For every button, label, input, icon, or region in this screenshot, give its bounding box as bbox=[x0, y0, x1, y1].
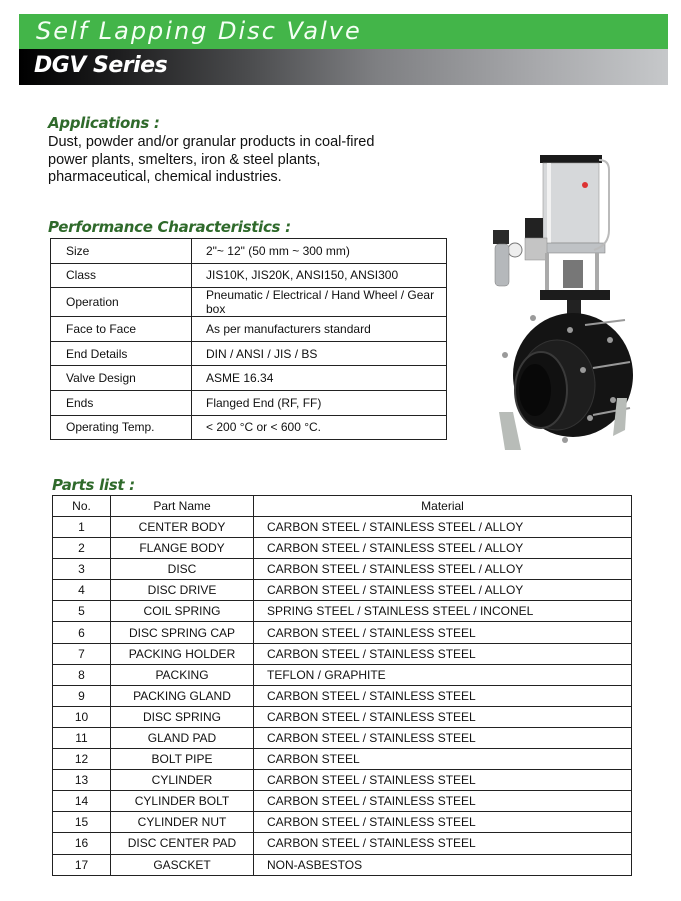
performance-key: Size bbox=[51, 239, 192, 264]
part-number: 16 bbox=[53, 833, 111, 854]
performance-value: As per manufacturers standard bbox=[192, 317, 447, 342]
part-number: 6 bbox=[53, 622, 111, 643]
table-row bbox=[53, 854, 632, 875]
table-row bbox=[53, 601, 632, 622]
column-header-part-name: Part Name bbox=[111, 496, 254, 517]
part-material: CARBON STEEL bbox=[254, 749, 632, 770]
column-header-material: Material bbox=[254, 496, 632, 517]
part-material: CARBON STEEL / STAINLESS STEEL bbox=[254, 770, 632, 791]
part-name: PACKING bbox=[111, 664, 254, 685]
applications-line: Dust, powder and/or granular products in coal-fired bbox=[48, 134, 375, 150]
performance-key: Ends bbox=[51, 390, 192, 415]
part-material: CARBON STEEL / STAINLESS STEEL bbox=[254, 727, 632, 748]
table-row bbox=[53, 791, 632, 812]
part-name: GLAND PAD bbox=[111, 727, 254, 748]
column-header-no: No. bbox=[53, 496, 111, 517]
performance-table bbox=[50, 238, 447, 440]
part-name: COIL SPRING bbox=[111, 601, 254, 622]
table-row bbox=[53, 538, 632, 559]
part-number: 1 bbox=[53, 517, 111, 538]
applications-heading: Applications : bbox=[48, 114, 160, 132]
performance-row bbox=[51, 366, 447, 391]
part-material: CARBON STEEL / STAINLESS STEEL bbox=[254, 791, 632, 812]
page-title: Self Lapping Disc Valve bbox=[36, 17, 362, 45]
yoke-plate bbox=[540, 290, 610, 300]
table-row bbox=[53, 559, 632, 580]
part-number: 7 bbox=[53, 643, 111, 664]
table-row bbox=[53, 643, 632, 664]
performance-value: Pneumatic / Electrical / Hand Wheel / Gear box bbox=[192, 288, 447, 317]
part-name: BOLT PIPE bbox=[111, 749, 254, 770]
part-number: 4 bbox=[53, 580, 111, 601]
part-name: FLANGE BODY bbox=[111, 538, 254, 559]
part-number: 8 bbox=[53, 664, 111, 685]
performance-value: DIN / ANSI / JIS / BS bbox=[192, 341, 447, 366]
pressure-gauge bbox=[508, 243, 522, 257]
actuator-top-cap bbox=[540, 155, 602, 163]
performance-row bbox=[51, 390, 447, 415]
performance-key: Class bbox=[51, 263, 192, 288]
performance-row bbox=[51, 317, 447, 342]
part-material: CARBON STEEL / STAINLESS STEEL bbox=[254, 833, 632, 854]
performance-key: Operation bbox=[51, 288, 192, 317]
part-name: GASCKET bbox=[111, 854, 254, 875]
valve-bore bbox=[519, 364, 551, 416]
title-banner bbox=[19, 14, 668, 49]
part-material: CARBON STEEL / STAINLESS STEEL bbox=[254, 643, 632, 664]
table-row bbox=[53, 685, 632, 706]
part-name: CYLINDER BOLT bbox=[111, 791, 254, 812]
table-row bbox=[53, 580, 632, 601]
part-name: PACKING HOLDER bbox=[111, 643, 254, 664]
performance-key: Face to Face bbox=[51, 317, 192, 342]
part-number: 9 bbox=[53, 685, 111, 706]
part-number: 13 bbox=[53, 770, 111, 791]
performance-heading: Performance Characteristics : bbox=[48, 218, 291, 236]
part-name: CYLINDER bbox=[111, 770, 254, 791]
table-row bbox=[53, 622, 632, 643]
part-material: CARBON STEEL / STAINLESS STEEL / ALLOY bbox=[254, 580, 632, 601]
performance-value: 2"~ 12" (50 mm ~ 300 mm) bbox=[192, 239, 447, 264]
table-row bbox=[53, 833, 632, 854]
performance-key: Operating Temp. bbox=[51, 415, 192, 440]
part-name: DISC SPRING bbox=[111, 706, 254, 727]
part-number: 14 bbox=[53, 791, 111, 812]
performance-row bbox=[51, 341, 447, 366]
part-material: SPRING STEEL / STAINLESS STEEL / INCONEL bbox=[254, 601, 632, 622]
solenoid bbox=[525, 218, 543, 238]
applications-line: pharmaceutical, chemical industries. bbox=[48, 169, 282, 185]
part-number: 15 bbox=[53, 812, 111, 833]
table-row bbox=[53, 664, 632, 685]
part-material: CARBON STEEL / STAINLESS STEEL bbox=[254, 706, 632, 727]
part-name: PACKING GLAND bbox=[111, 685, 254, 706]
part-number: 12 bbox=[53, 749, 111, 770]
table-row bbox=[53, 706, 632, 727]
part-number: 10 bbox=[53, 706, 111, 727]
performance-key: End Details bbox=[51, 341, 192, 366]
performance-row bbox=[51, 263, 447, 288]
performance-key: Valve Design bbox=[51, 366, 192, 391]
parts-table bbox=[52, 495, 632, 876]
support-foot bbox=[499, 412, 521, 450]
part-number: 17 bbox=[53, 854, 111, 875]
series-title: DGV Series bbox=[34, 53, 168, 78]
performance-row bbox=[51, 239, 447, 264]
performance-row bbox=[51, 415, 447, 440]
part-number: 3 bbox=[53, 559, 111, 580]
parts-heading: Parts list : bbox=[52, 476, 135, 494]
performance-row bbox=[51, 288, 447, 317]
part-material: CARBON STEEL / STAINLESS STEEL / ALLOY bbox=[254, 559, 632, 580]
table-row bbox=[53, 727, 632, 748]
regulator-knob bbox=[493, 230, 509, 244]
performance-value: Flanged End (RF, FF) bbox=[192, 390, 447, 415]
part-material: CARBON STEEL / STAINLESS STEEL bbox=[254, 622, 632, 643]
part-name: CYLINDER NUT bbox=[111, 812, 254, 833]
part-material: CARBON STEEL / STAINLESS STEEL / ALLOY bbox=[254, 517, 632, 538]
series-banner bbox=[19, 49, 668, 85]
part-number: 5 bbox=[53, 601, 111, 622]
part-name: CENTER BODY bbox=[111, 517, 254, 538]
part-name: DISC bbox=[111, 559, 254, 580]
table-row bbox=[53, 749, 632, 770]
part-material: CARBON STEEL / STAINLESS STEEL bbox=[254, 812, 632, 833]
performance-value: < 200 °C or < 600 °C. bbox=[192, 415, 447, 440]
part-material: CARBON STEEL / STAINLESS STEEL bbox=[254, 685, 632, 706]
part-number: 2 bbox=[53, 538, 111, 559]
applications-line: power plants, smelters, iron & steel plants, bbox=[48, 151, 321, 168]
filter-bowl bbox=[495, 244, 509, 286]
applications-text bbox=[48, 134, 448, 187]
part-name: DISC DRIVE bbox=[111, 580, 254, 601]
parts-header-row bbox=[53, 496, 632, 517]
part-name: DISC CENTER PAD bbox=[111, 833, 254, 854]
part-material: CARBON STEEL / STAINLESS STEEL / ALLOY bbox=[254, 538, 632, 559]
part-name: DISC SPRING CAP bbox=[111, 622, 254, 643]
part-number: 11 bbox=[53, 727, 111, 748]
actuator-cylinder bbox=[543, 163, 599, 243]
valve-photo bbox=[485, 150, 635, 450]
part-material: TEFLON / GRAPHITE bbox=[254, 664, 632, 685]
performance-value: ASME 16.34 bbox=[192, 366, 447, 391]
part-material: NON-ASBESTOS bbox=[254, 854, 632, 875]
performance-value: JIS10K, JIS20K, ANSI150, ANSI300 bbox=[192, 263, 447, 288]
table-row bbox=[53, 517, 632, 538]
table-row bbox=[53, 770, 632, 791]
table-row bbox=[53, 812, 632, 833]
